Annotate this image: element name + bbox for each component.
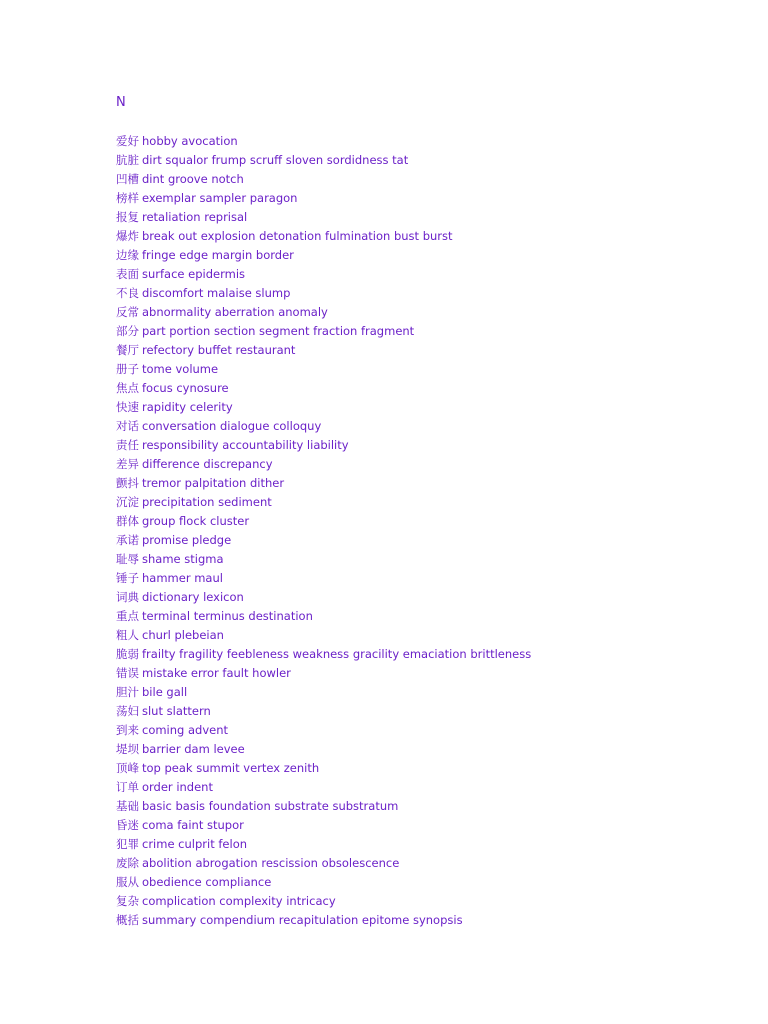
chinese-term: 餐厅 <box>116 343 139 357</box>
english-synonyms: promise pledge <box>142 533 232 547</box>
chinese-term: 堤坝 <box>116 742 139 756</box>
chinese-term: 快速 <box>116 400 139 414</box>
vocabulary-entry <box>116 493 531 512</box>
vocabulary-entry <box>116 379 531 398</box>
vocabulary-entry <box>116 645 531 664</box>
english-synonyms: conversation dialogue colloquy <box>142 419 322 433</box>
vocabulary-entry <box>116 398 531 417</box>
vocabulary-entry <box>116 360 531 379</box>
english-synonyms: churl plebeian <box>142 628 224 642</box>
vocabulary-entry <box>116 569 531 588</box>
vocabulary-list <box>116 132 531 930</box>
chinese-term: 错误 <box>116 666 139 680</box>
english-synonyms: focus cynosure <box>142 381 229 395</box>
english-synonyms: dint groove notch <box>142 172 244 186</box>
english-synonyms: shame stigma <box>142 552 224 566</box>
section-heading: N <box>116 95 126 110</box>
chinese-term: 基础 <box>116 799 139 813</box>
english-synonyms: crime culprit felon <box>142 837 248 851</box>
vocabulary-entry <box>116 512 531 531</box>
english-synonyms: top peak summit vertex zenith <box>142 761 320 775</box>
english-synonyms: rapidity celerity <box>142 400 233 414</box>
vocabulary-entry <box>116 246 531 265</box>
chinese-term: 服从 <box>116 875 139 889</box>
english-synonyms: hobby avocation <box>142 134 238 148</box>
english-synonyms: group flock cluster <box>142 514 250 528</box>
vocabulary-entry <box>116 170 531 189</box>
english-synonyms: tremor palpitation dither <box>142 476 285 490</box>
vocabulary-entry <box>116 588 531 607</box>
english-synonyms: refectory buffet restaurant <box>142 343 296 357</box>
chinese-term: 对话 <box>116 419 139 433</box>
chinese-term: 粗人 <box>116 628 139 642</box>
chinese-term: 重点 <box>116 609 139 623</box>
chinese-term: 顶峰 <box>116 761 139 775</box>
chinese-term: 废除 <box>116 856 139 870</box>
english-synonyms: bile gall <box>142 685 188 699</box>
chinese-term: 昏迷 <box>116 818 139 832</box>
chinese-term: 部分 <box>116 324 139 338</box>
vocabulary-entry <box>116 683 531 702</box>
english-synonyms: coming advent <box>142 723 229 737</box>
english-synonyms: abnormality aberration anomaly <box>142 305 328 319</box>
vocabulary-entry <box>116 265 531 284</box>
english-synonyms: dirt squalor frump scruff sloven sordidness tat <box>142 153 409 167</box>
vocabulary-entry <box>116 550 531 569</box>
vocabulary-entry <box>116 854 531 873</box>
chinese-term: 反常 <box>116 305 139 319</box>
vocabulary-entry <box>116 189 531 208</box>
chinese-term: 肮脏 <box>116 153 139 167</box>
chinese-term: 订单 <box>116 780 139 794</box>
chinese-term: 颤抖 <box>116 476 139 490</box>
vocabulary-entry <box>116 151 531 170</box>
english-synonyms: surface epidermis <box>142 267 246 281</box>
chinese-term: 承诺 <box>116 533 139 547</box>
english-synonyms: abolition abrogation rescission obsolescence <box>142 856 400 870</box>
chinese-term: 复杂 <box>116 894 139 908</box>
english-synonyms: fringe edge margin border <box>142 248 294 262</box>
vocabulary-entry <box>116 911 531 930</box>
chinese-term: 报复 <box>116 210 139 224</box>
english-synonyms: tome volume <box>142 362 219 376</box>
chinese-term: 凹槽 <box>116 172 139 186</box>
chinese-term: 犯罪 <box>116 837 139 851</box>
english-synonyms: part portion section segment fraction fragment <box>142 324 415 338</box>
vocabulary-entry <box>116 455 531 474</box>
english-synonyms: frailty fragility feebleness weakness gracility emaciation brittleness <box>142 647 532 661</box>
english-synonyms: discomfort malaise slump <box>142 286 291 300</box>
english-synonyms: retaliation reprisal <box>142 210 248 224</box>
vocabulary-entry <box>116 759 531 778</box>
english-synonyms: order indent <box>142 780 213 794</box>
vocabulary-entry <box>116 417 531 436</box>
english-synonyms: summary compendium recapitulation epitome synopsis <box>142 913 463 927</box>
vocabulary-entry <box>116 702 531 721</box>
vocabulary-entry <box>116 341 531 360</box>
chinese-term: 榜样 <box>116 191 139 205</box>
vocabulary-entry <box>116 227 531 246</box>
english-synonyms: coma faint stupor <box>142 818 244 832</box>
chinese-term: 锤子 <box>116 571 139 585</box>
chinese-term: 爱好 <box>116 134 139 148</box>
chinese-term: 到来 <box>116 723 139 737</box>
chinese-term: 词典 <box>116 590 139 604</box>
vocabulary-entry <box>116 816 531 835</box>
vocabulary-entry <box>116 303 531 322</box>
vocabulary-entry <box>116 436 531 455</box>
english-synonyms: break out explosion detonation fulmination bust burst <box>142 229 453 243</box>
vocabulary-entry <box>116 474 531 493</box>
chinese-term: 概括 <box>116 913 139 927</box>
chinese-term: 胆汁 <box>116 685 139 699</box>
vocabulary-entry <box>116 721 531 740</box>
vocabulary-entry <box>116 664 531 683</box>
vocabulary-entry <box>116 778 531 797</box>
vocabulary-entry <box>116 797 531 816</box>
chinese-term: 不良 <box>116 286 139 300</box>
english-synonyms: responsibility accountability liability <box>142 438 349 452</box>
vocabulary-entry <box>116 322 531 341</box>
chinese-term: 责任 <box>116 438 139 452</box>
chinese-term: 爆炸 <box>116 229 139 243</box>
english-synonyms: terminal terminus destination <box>142 609 313 623</box>
vocabulary-entry <box>116 835 531 854</box>
english-synonyms: complication complexity intricacy <box>142 894 336 908</box>
english-synonyms: dictionary lexicon <box>142 590 244 604</box>
chinese-term: 边缘 <box>116 248 139 262</box>
english-synonyms: basic basis foundation substrate substratum <box>142 799 399 813</box>
chinese-term: 群体 <box>116 514 139 528</box>
chinese-term: 荡妇 <box>116 704 139 718</box>
chinese-term: 差异 <box>116 457 139 471</box>
vocabulary-entry <box>116 132 531 151</box>
chinese-term: 焦点 <box>116 381 139 395</box>
chinese-term: 耻辱 <box>116 552 139 566</box>
vocabulary-entry <box>116 607 531 626</box>
vocabulary-entry <box>116 284 531 303</box>
english-synonyms: mistake error fault howler <box>142 666 291 680</box>
vocabulary-entry <box>116 208 531 227</box>
english-synonyms: hammer maul <box>142 571 223 585</box>
english-synonyms: obedience compliance <box>142 875 272 889</box>
chinese-term: 表面 <box>116 267 139 281</box>
vocabulary-entry <box>116 626 531 645</box>
english-synonyms: precipitation sediment <box>142 495 272 509</box>
chinese-term: 册子 <box>116 362 139 376</box>
english-synonyms: difference discrepancy <box>142 457 273 471</box>
vocabulary-entry <box>116 873 531 892</box>
vocabulary-entry <box>116 740 531 759</box>
chinese-term: 沉淀 <box>116 495 139 509</box>
english-synonyms: exemplar sampler paragon <box>142 191 298 205</box>
vocabulary-entry <box>116 531 531 550</box>
english-synonyms: barrier dam levee <box>142 742 245 756</box>
vocabulary-entry <box>116 892 531 911</box>
chinese-term: 脆弱 <box>116 647 139 661</box>
english-synonyms: slut slattern <box>142 704 211 718</box>
